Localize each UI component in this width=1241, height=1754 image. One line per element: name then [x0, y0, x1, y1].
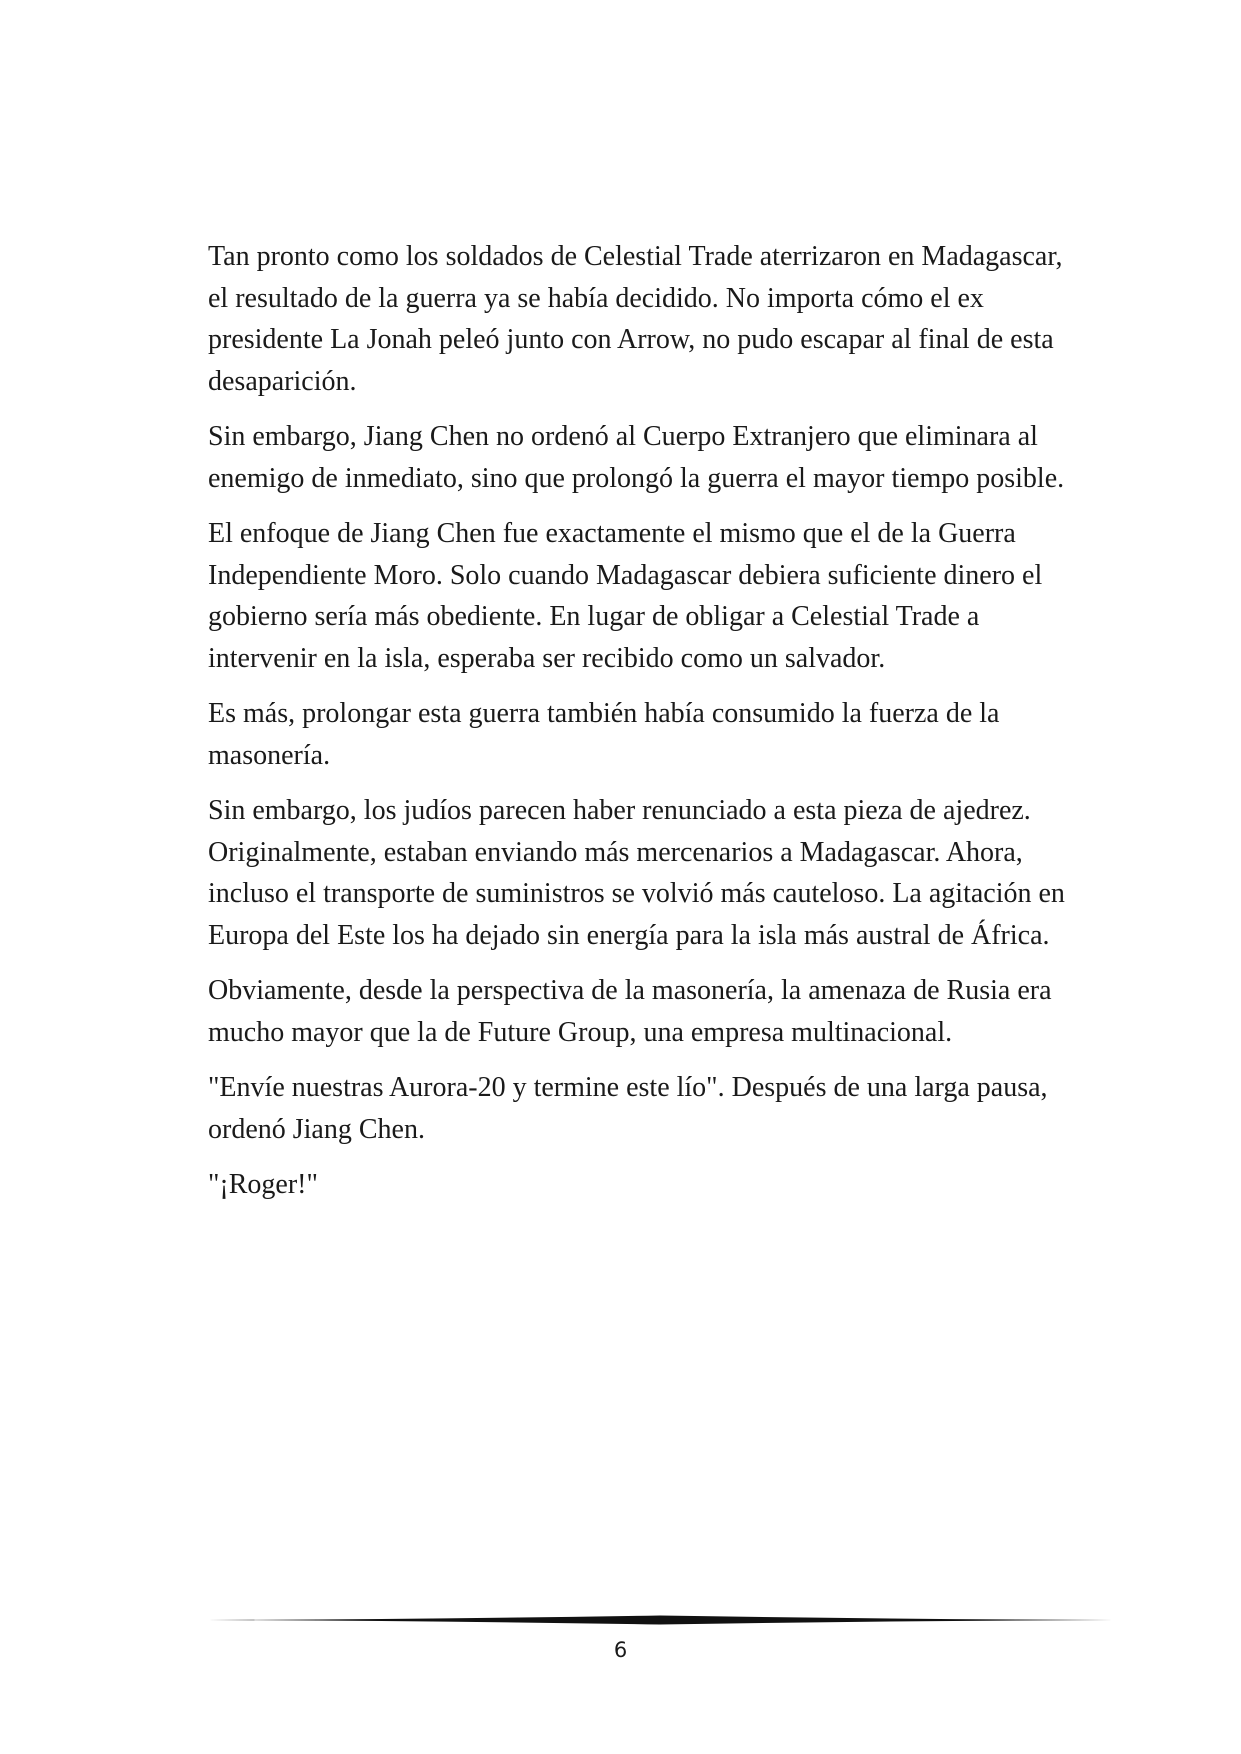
page-number: 6: [613, 1638, 628, 1662]
paragraph: Sin embargo, los judíos parecen haber renunciado a esta pieza de ajedrez. Originalmente, estaban enviando más mercenarios a Madagascar. Ahora, incluso el transporte de suministros se volvió más cauteloso. La agitación en Europa del Este los ha dejado sin energía para la isla más austral de África.: [208, 795, 1065, 951]
paragraph: "¡Roger!": [208, 1169, 318, 1200]
paragraph: "Envíe nuestras Aurora-20 y termine este lío". Después de una larga pausa, ordenó Jiang Chen.: [208, 1072, 1048, 1145]
footer-divider: [208, 1612, 1113, 1628]
body-text: [208, 236, 1073, 1220]
paragraph: El enfoque de Jiang Chen fue exactamente el mismo que el de la Guerra Independiente Moro. Solo cuando Madagascar debiera suficiente dinero el gobierno sería más obediente. En lugar de obligar a Celestial Trade a intervenir en la isla, esperaba ser recibido como un salvador.: [208, 518, 1043, 674]
paragraph: Sin embargo, Jiang Chen no ordenó al Cuerpo Extranjero que eliminara al enemigo de inmediato, sino que prolongó la guerra el mayor tiempo posible.: [208, 421, 1065, 494]
paragraph: Obviamente, desde la perspectiva de la masonería, la amenaza de Rusia era mucho mayor que la de Future Group, una empresa multinacional.: [208, 975, 1052, 1048]
paragraph: Es más, prolongar esta guerra también había consumido la fuerza de la masonería.: [208, 698, 1000, 771]
paragraph: Tan pronto como los soldados de Celestial Trade aterrizaron en Madagascar, el resultado de la guerra ya se había decidido. No importa cómo el ex presidente La Jonah peleó junto con Arrow, no pudo escapar al final de esta desaparición.: [208, 241, 1063, 397]
